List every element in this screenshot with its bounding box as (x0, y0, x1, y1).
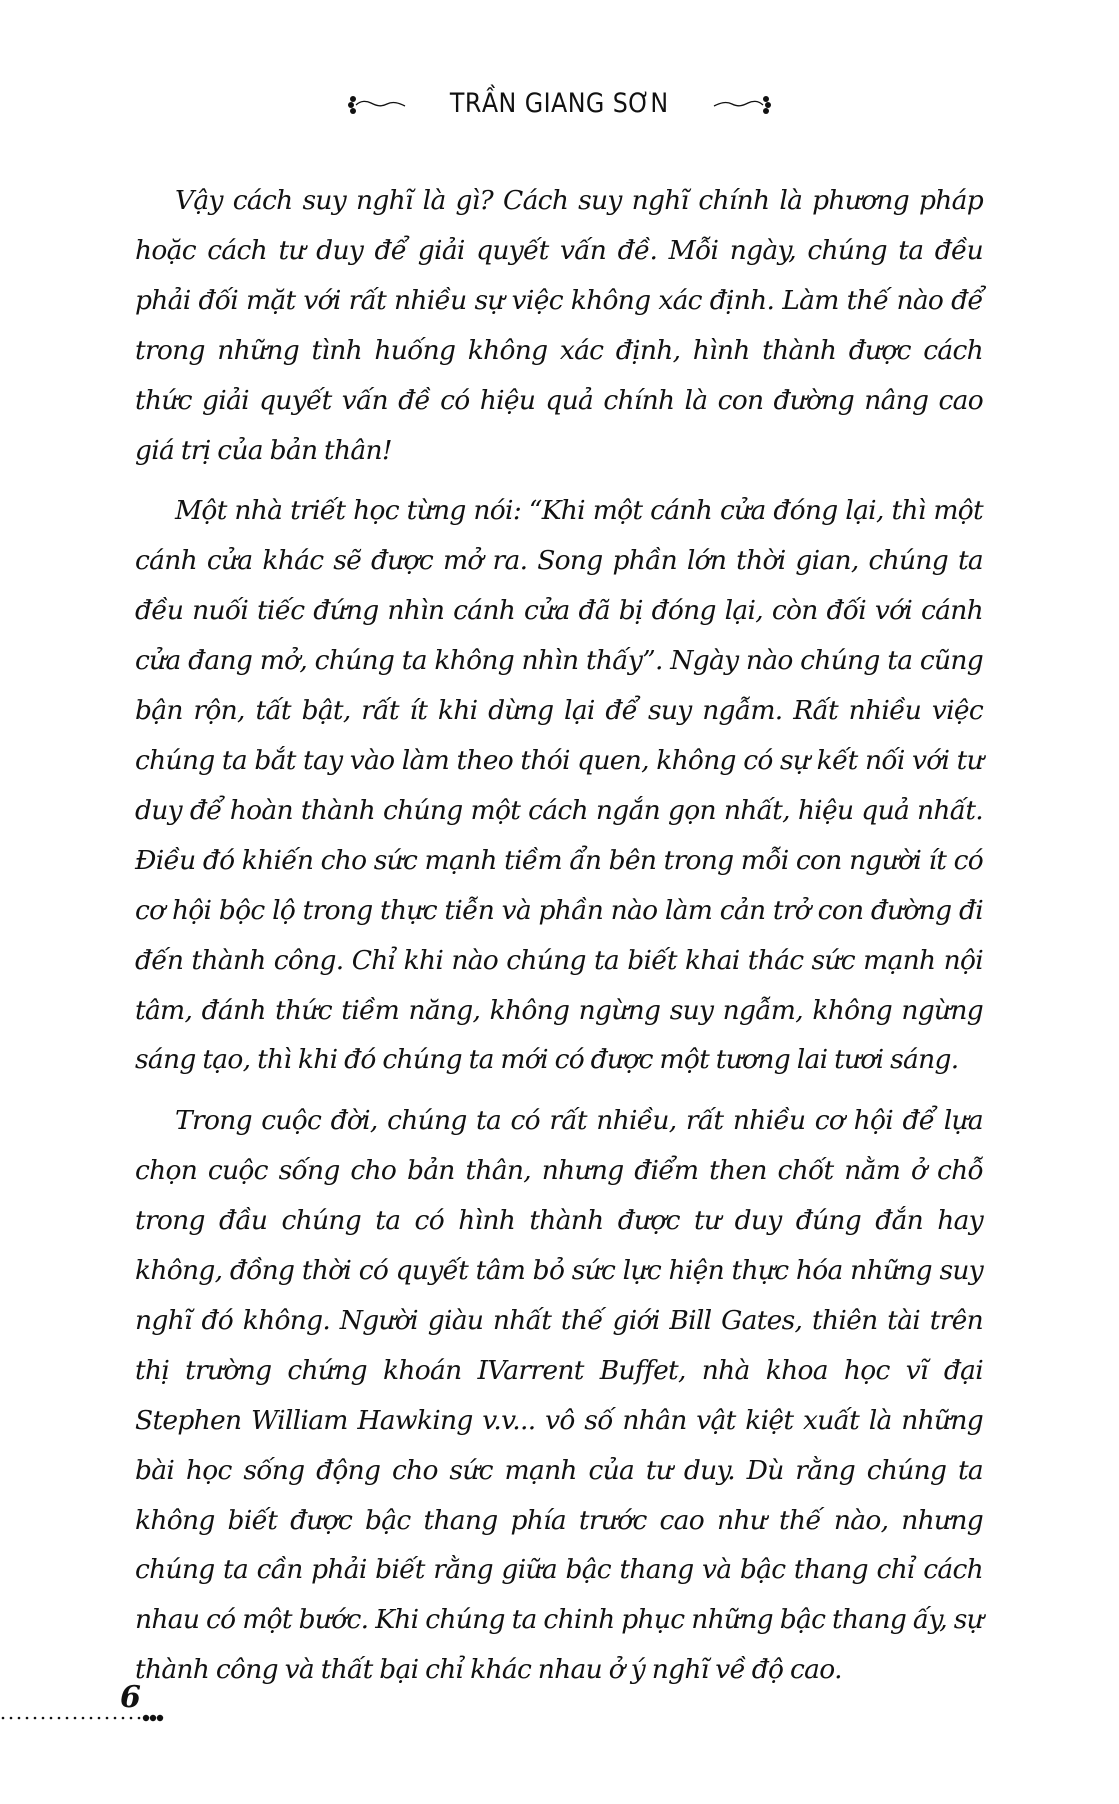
page-number: 6 (120, 1680, 141, 1715)
paragraph: Một nhà triết học từng nói: “Khi một cánh cửa đóng lại, thì một cánh cửa khác sẽ được mở ra. Song phần lớn thời gian, chúng ta đều nuối tiếc đứng nhìn cánh cửa đã bị đóng lại, còn đối với cánh cửa đang mở, chúng ta không nhìn thấy”. Ngày nào chúng ta cũng bận rộn, tất bật, rất ít khi dừng lại để suy ngẫm. Rất nhiều việc chúng ta bắt tay vào làm theo thói quen, không có sự kết nối với tư duy để hoàn thành chúng một cách ngắn gọn nhất, hiệu quả nhất. Điều đó khiến cho sức mạnh tiềm ẩn bên trong mỗi con người ít có cơ hội bộc lộ trong thực tiễn và phần nào làm cản trở con đường đi đến thành công. Chỉ khi nào chúng ta biết khai thác sức mạnh nội tâm, đánh thức tiềm năng, không ngừng suy ngẫm, không ngừng sáng tạo, thì khi đó chúng ta mới có được một tương lai tươi sáng. (135, 495, 983, 1076)
running-header (0, 88, 1119, 119)
leader-dot (114, 1717, 117, 1720)
leader-dot (50, 1717, 53, 1720)
header-title: TRẦN GIANG SƠN (450, 88, 669, 119)
leader-dot (130, 1717, 133, 1720)
leader-dot-large (143, 1715, 149, 1721)
leader-dot (106, 1717, 109, 1720)
leader-dot-large (157, 1715, 163, 1721)
leader-dot (138, 1717, 141, 1720)
leader-dot (74, 1717, 77, 1720)
leader-dot (42, 1717, 45, 1720)
left-flourish-icon (347, 89, 409, 119)
leader-dot (26, 1717, 29, 1720)
right-flourish-icon (710, 89, 772, 119)
leader-dot (58, 1717, 61, 1720)
leader-dot (10, 1717, 13, 1720)
leader-dot (122, 1717, 125, 1720)
paragraph: Vậy cách suy nghĩ là gì? Cách suy nghĩ chính là phương pháp hoặc cách tư duy để giải quyết vấn đề. Mỗi ngày, chúng ta đều phải đối mặt với rất nhiều sự việc không xác định. Làm thế nào để trong những tình huống không xác định, hình thành được cách thức giải quyết vấn đề có hiệu quả chính là con đường nâng cao giá trị của bản thân! (135, 185, 983, 466)
page-footer (0, 1680, 200, 1720)
leader-dot (82, 1717, 85, 1720)
paragraph: Trong cuộc đời, chúng ta có rất nhiều, rất nhiều cơ hội để lựa chọn cuộc sống cho bản thân, nhưng điểm then chốt nằm ở chỗ trong đầu chúng ta có hình thành được tư duy đúng đắn hay không, đồng thời có quyết tâm bỏ sức lực hiện thực hóa những suy nghĩ đó không. Người giàu nhất thế giới Bill Gates, thiên tài trên thị trường chứng khoán IVarrent Buffet, nhà khoa học vĩ đại Stephen William Hawking v.v... vô số nhân vật kiệt xuất là những bài học sống động cho sức mạnh của tư duy. Dù rằng chúng ta không biết được bậc thang phía trước cao như thế nào, nhưng chúng ta cần phải biết rằng giữa bậc thang và bậc thang chỉ cách nhau có một bước. Khi chúng ta chinh phục những bậc thang ấy, sự thành công và thất bại chỉ khác nhau ở ý nghĩ về độ cao. (135, 1105, 983, 1686)
leader-dot (18, 1717, 21, 1720)
body-text (135, 176, 983, 1706)
dotted-leader-icon (0, 1712, 170, 1724)
leader-dot (34, 1717, 37, 1720)
leader-dot (98, 1717, 101, 1720)
leader-dot (66, 1717, 69, 1720)
leader-dot-large (150, 1715, 156, 1721)
leader-dot (2, 1717, 5, 1720)
leader-dot (90, 1717, 93, 1720)
